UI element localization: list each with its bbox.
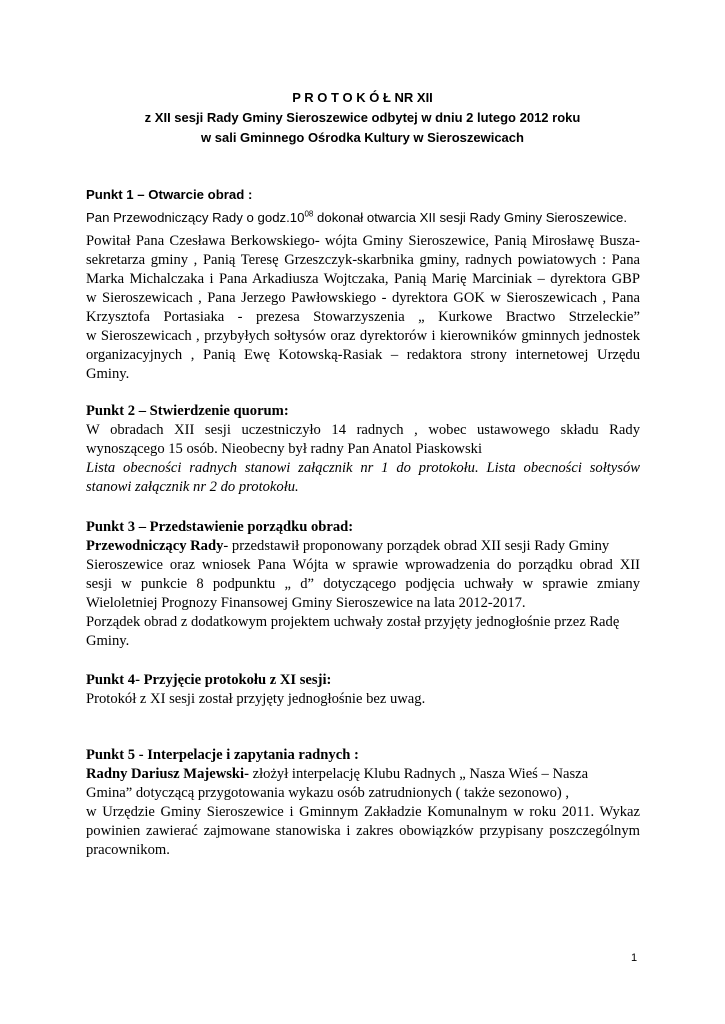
section-5-line: w Urzędzie Gminy Sieroszewice i Gminnym Zakładzie Komunalnym w roku 2011. Wykaz [86,804,640,820]
section-2-line: W obradach XII sesji uczestniczyło 14 radnych , wobec ustawowego składu Rady [86,422,640,438]
section-3-line: Wieloletniej Prognozy Finansowej Gminy Sieroszewice na lata 2012-2017. [86,595,526,611]
section-1-line: organizacyjnych , Panią Ewę Kotowską-Rasiak – redaktora strony internetowej Urzędu [86,347,640,363]
section-1-line: Powitał Pana Czesława Berkowskiego- wójta Gminy Sieroszewice, Panią Mirosławę Busza- [86,233,640,249]
section-3-line: sesji w punkcie 8 podpunktu „ d” dotyczącego podjęcia uchwały w sprawie zmiany [86,576,640,592]
section-1-line: w Sieroszewicach , przybyłych sołtysów oraz dyrektorów i kierowników gminnych jednostek [86,328,640,344]
section-3-line: Porządek obrad z dodatkowym projektem uchwały został przyjęty jednogłośnie przez Radę [86,614,620,630]
section-5-line: Gmina” dotyczącą przygotowania wykazu osób zatrudnionych ( także sezonowo) , [86,785,570,801]
section-1-line: sekretarza gminy , Panią Teresę Grzeszczyk-skarbnika gminy, radnych powiatowych : Pana [86,252,640,268]
section-2-line: wynoszącego 15 osób. Nieobecny był radny Pan Anatol Piaskowski [86,441,482,457]
section-2-heading: Punkt 2 – Stwierdzenie quorum: [86,403,289,419]
section-5-line: powinien zawierać zajmowane stanowiska i zakres obowiązków przypisany poszczególnym [86,823,640,839]
section-3-line: Gminy. [86,633,130,649]
section-1-heading: Punkt 1 – Otwarcie obrad : [86,187,253,202]
section-1-line: Pan Przewodniczący Rady o $godz.10^{08}$ dokonał otwarcia XII sesji Rady Gminy Sieroszewice. [86,209,628,225]
section-4-heading: Punkt 4- Przyjęcie protokołu z XI sesji: [86,672,332,688]
section-5-line: Radny Dariusz Majewski- złożył interpelację Klubu Radnych „ Nasza Wieś – Nasza [86,766,589,782]
section-1-line: w Sieroszewicach , Pana Jerzego Pawłowskiego - dyrektora GOK w Sieroszewicach , Pana [86,290,640,306]
page-number: 1 [631,952,638,964]
section-5-line: pracownikom. [86,842,170,858]
section-4-line: Protokół z XI sesji został przyjęty jednogłośnie bez uwag. [86,691,426,707]
protocol-subtitle-venue: w sali Gminnego Ośrodka Kultury w Sieroszewicach [201,130,524,145]
section-3-line: Sieroszewice oraz wniosek Pana Wójta w sprawie wprowadzenia do porządku obrad XII [86,557,640,573]
section-1-line: Gminy. [86,366,130,382]
section-1-line: Marka Michalczaka i Pana Arkadiusza Wojtczaka, Panią Marię Marciniak – dyrektora GBP [86,271,640,287]
section-2-attachment-note: Lista obecności radnych stanowi załącznik nr 1 do protokołu. Lista obecności sołtysów [86,460,640,476]
protocol-subtitle-session: z XII sesji Rady Gminy Sieroszewice odbytej w dniu 2 lutego 2012 roku [144,110,581,125]
section-1-line: Krzysztofa Portasiaka - prezesa Stowarzyszenia „ Kurkowe Bractwo Strzeleckie” [86,309,640,325]
section-5-heading: Punkt 5 - Interpelacje i zapytania radnych : [86,747,359,763]
section-3-line: Przewodniczący Rady- przedstawił proponowany porządek obrad XII sesji Rady Gminy [86,538,610,554]
section-3-heading: Punkt 3 – Przedstawienie porządku obrad: [86,519,354,535]
protocol-title: P R O T O K Ó Ł NR XII [292,90,433,105]
section-2-attachment-note: stanowi załącznik nr 2 do protokołu. [86,479,299,495]
